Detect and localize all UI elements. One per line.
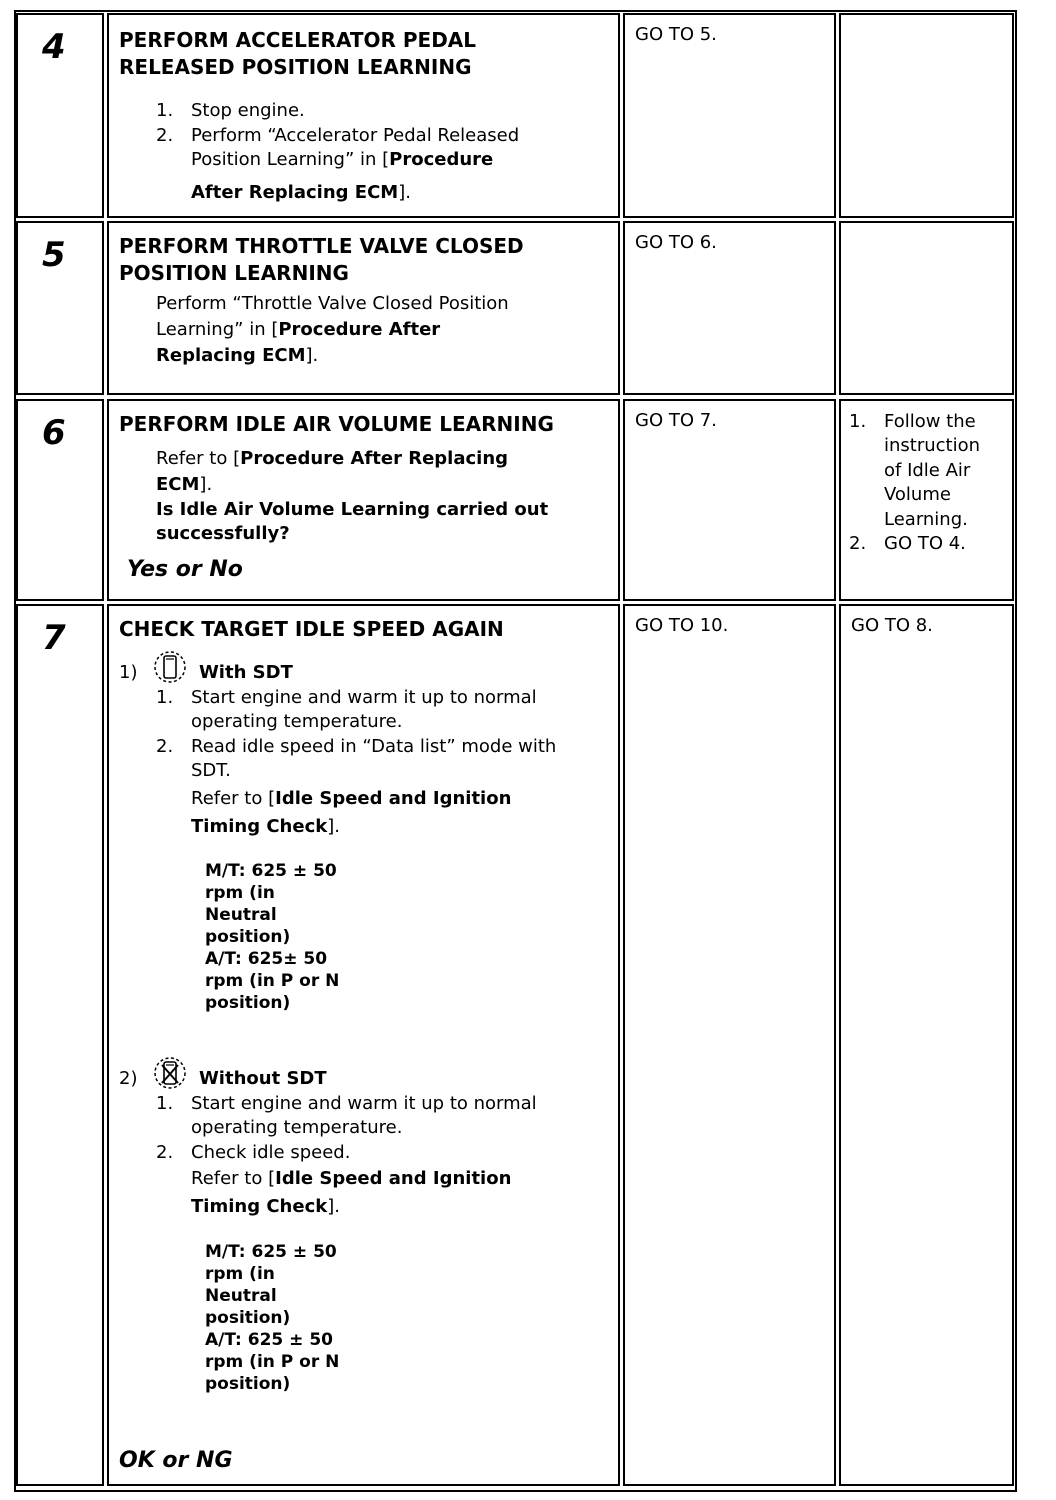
- step-5-yes-cell: [623, 221, 836, 395]
- no-result: [849, 410, 980, 556]
- step-number: 7: [42, 618, 66, 658]
- list-item: 2. GO TO 4.: [849, 533, 966, 555]
- step-4-yes-cell: [623, 13, 836, 218]
- step-title: RELEASED POSITION LEARNING: [119, 55, 472, 79]
- reference-link-text: Refer to [Idle Speed and Ignition Timing Check].: [191, 788, 512, 838]
- step-number: 5: [42, 235, 66, 275]
- idle-speed-spec: M/T: 625 ± 50 rpm (in Neutral position) A/T: 625 ± 50 rpm (in P or N position): [205, 1242, 340, 1394]
- step-6-yes-cell: [623, 399, 836, 601]
- list-item: 1. Start engine and warm it up to normal operating temperature.: [156, 1093, 537, 1139]
- step-5-no-cell: [839, 221, 1014, 395]
- substep-with-sdt: 1) With SDT: [119, 650, 293, 696]
- idle-speed-spec: M/T: 625 ± 50 rpm (in Neutral position) A/T: 625± 50 rpm (in P or N position): [205, 861, 340, 1013]
- step-4-action-cell: [107, 13, 620, 218]
- step-6-number-cell: [16, 399, 104, 601]
- step-7-number-cell: [16, 604, 104, 1486]
- step-question: Is Idle Air Volume Learning carried out successfully?: [156, 499, 549, 544]
- substep-without-sdt: 2) Without SDT: [119, 1056, 327, 1102]
- step-6-action-cell: [107, 399, 620, 601]
- step-7-action-cell: [107, 604, 620, 1486]
- step-title: CHECK TARGET IDLE SPEED AGAIN: [119, 617, 504, 641]
- no-result: GO TO 8.: [851, 615, 933, 636]
- step-4-no-cell: [839, 13, 1014, 218]
- yes-result: GO TO 10.: [635, 615, 729, 636]
- answer-prompt: OK or NG: [119, 1448, 233, 1473]
- step-number: 4: [42, 27, 66, 67]
- list-item: 2. Read idle speed in “Data list” mode with SDT. Refer to [Idle Speed and Ignition Timing Check].: [156, 735, 611, 842]
- list-item: 1. Follow the instruction of Idle Air Volume Learning.: [849, 411, 981, 530]
- step-7-no-cell: [839, 604, 1014, 1486]
- yes-result: GO TO 5.: [635, 24, 717, 45]
- list-item: 2. Check idle speed. Refer to [Idle Speed and Ignition Timing Check].: [156, 1141, 611, 1221]
- answer-prompt: Yes or No: [127, 557, 243, 582]
- step-title: PERFORM IDLE AIR VOLUME LEARNING: [119, 412, 554, 436]
- yes-result: GO TO 7.: [635, 410, 717, 431]
- step-number: 6: [42, 413, 66, 453]
- list-item: 2. Perform “Accelerator Pedal Released Position Learning” in [Procedure After Replacing ECM].: [156, 124, 520, 203]
- step-title: POSITION LEARNING: [119, 261, 349, 285]
- step-instruction: Refer to [Procedure After Replacing ECM].: [156, 448, 509, 495]
- reference-link-text: Refer to [Idle Speed and Ignition Timing Check].: [191, 1167, 512, 1217]
- step-6-no-cell: [839, 399, 1014, 601]
- step-instruction: Perform “Throttle Valve Closed Position Learning” in [Procedure After Replacing ECM].: [156, 293, 509, 366]
- step-5-action-cell: [107, 221, 620, 395]
- yes-result: GO TO 6.: [635, 232, 717, 253]
- list-item: 1. Stop engine.: [156, 100, 305, 121]
- step-title: PERFORM ACCELERATOR PEDAL: [119, 28, 477, 52]
- step-7-yes-cell: [623, 604, 836, 1486]
- step-4-number-cell: [16, 13, 104, 218]
- step-title: PERFORM THROTTLE VALVE CLOSED: [119, 234, 524, 258]
- list-item: 1. Start engine and warm it up to normal operating temperature.: [156, 687, 537, 733]
- step-5-number-cell: [16, 221, 104, 395]
